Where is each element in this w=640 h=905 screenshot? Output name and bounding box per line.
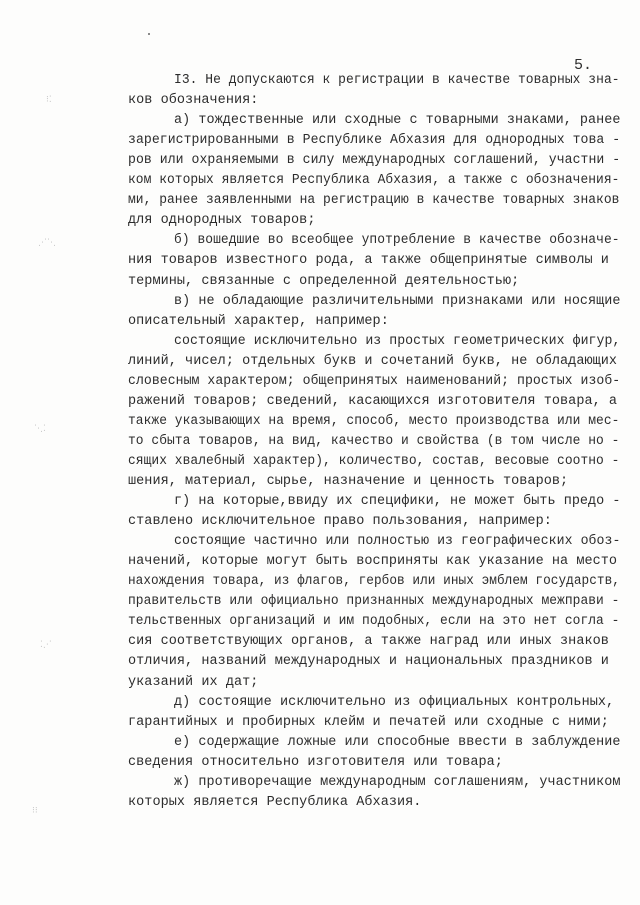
margin-mark: ⋱⁚ bbox=[34, 424, 46, 434]
text-line: ж) противоречащие международным соглашениям, участником bbox=[174, 775, 621, 790]
text-line: ражений товаров; сведений, касающихся изготовителя товара, а bbox=[128, 394, 618, 409]
text-line: словесным характером; общепринятых наименований; простых изоб- bbox=[128, 374, 621, 389]
text-line: также указывающих на время, способ, место производства или мес- bbox=[128, 414, 620, 429]
margin-mark: ⁚⋰ bbox=[40, 640, 52, 650]
text-line: ставлено исключительное право пользования, например: bbox=[128, 514, 552, 529]
text-line: ми, ранее заявленными на регистрацию в качестве товарных знаков bbox=[128, 193, 620, 208]
text-line: тельственных организаций и им подобных, если на это нет согла - bbox=[128, 614, 620, 629]
margin-mark: ⁝⁚ bbox=[46, 95, 52, 105]
text-line: а) тождественные или сходные с товарными знаками, ранее bbox=[174, 113, 621, 128]
text-line: г) на которые,ввиду их специфики, не может быть предо - bbox=[174, 494, 621, 509]
text-line: нахождения товара, из флагов, гербов или иных эмблем государств, bbox=[128, 574, 620, 589]
margin-mark: ⁝⁝ bbox=[32, 806, 38, 816]
text-line: линий, чисел; отдельных букв и сочетаний букв, не обладающих bbox=[128, 354, 618, 369]
text-line: е) содержащие ложные или способные ввести в заблуждение bbox=[174, 735, 621, 750]
text-line: указаний их дат; bbox=[128, 675, 259, 690]
text-line: I3. Не допускаются к регистрации в качестве товарных зна- bbox=[174, 73, 620, 88]
text-line: в) не обладающие различительными признаками или носящие bbox=[174, 294, 621, 309]
text-line: ния товаров известного рода, а также общепринятые символы и bbox=[128, 253, 609, 268]
text-line: то сбыта товаров, на вид, качество и свойства (в том числе но - bbox=[128, 434, 620, 449]
text-line: ров или охраняемыми в силу международных соглашений, участни - bbox=[128, 153, 621, 168]
text-line: б) вошедшие во всеобщее употребление в качестве обозначе- bbox=[174, 233, 620, 248]
text-line: термины, связанные с определенной деятельностью; bbox=[128, 274, 520, 289]
text-line: состоящие частично или полностью из географических обоз- bbox=[174, 534, 621, 549]
text-line: состоящие исключительно из простых геометрических фигур, bbox=[174, 334, 621, 349]
margin-mark: ⋰⋱ bbox=[38, 238, 56, 248]
text-line: шения, материал, сырье, назначение и ценность товаров; bbox=[128, 474, 569, 489]
page-number: 5. bbox=[574, 57, 593, 74]
text-line: сия соответствующих органов, а также наград или иных знаков bbox=[128, 634, 609, 649]
text-line: отличия, названий международных и национальных праздников и bbox=[128, 654, 609, 669]
text-line: сящих хвалебный характер), количество, состав, весовые соотно - bbox=[128, 454, 620, 469]
text-line: ком которых является Республика Абхазия, а также с обозначения- bbox=[128, 173, 620, 188]
text-line: описательный характер, например: bbox=[128, 314, 389, 329]
text-line: сведения относительно изготовителя или товара; bbox=[128, 755, 503, 770]
text-line: д) состоящие исключительно из официальных контрольных, bbox=[174, 695, 615, 710]
text-line: для однородных товаров; bbox=[128, 213, 316, 228]
text-line: начений, которые могут быть восприняты как указание на место bbox=[128, 554, 618, 569]
text-line: ков обозначения: bbox=[128, 93, 259, 108]
text-line: которых является Республика Абхазия. bbox=[128, 795, 422, 810]
text-line: правительств или официально признанных международных межправи - bbox=[128, 594, 620, 609]
text-line: гарантийных и пробирных клейм и печатей или сходные с ними; bbox=[128, 715, 609, 730]
text-line: зарегистрированными в Республике Абхазия для однородных това - bbox=[128, 133, 621, 148]
speck-mark bbox=[148, 33, 150, 35]
